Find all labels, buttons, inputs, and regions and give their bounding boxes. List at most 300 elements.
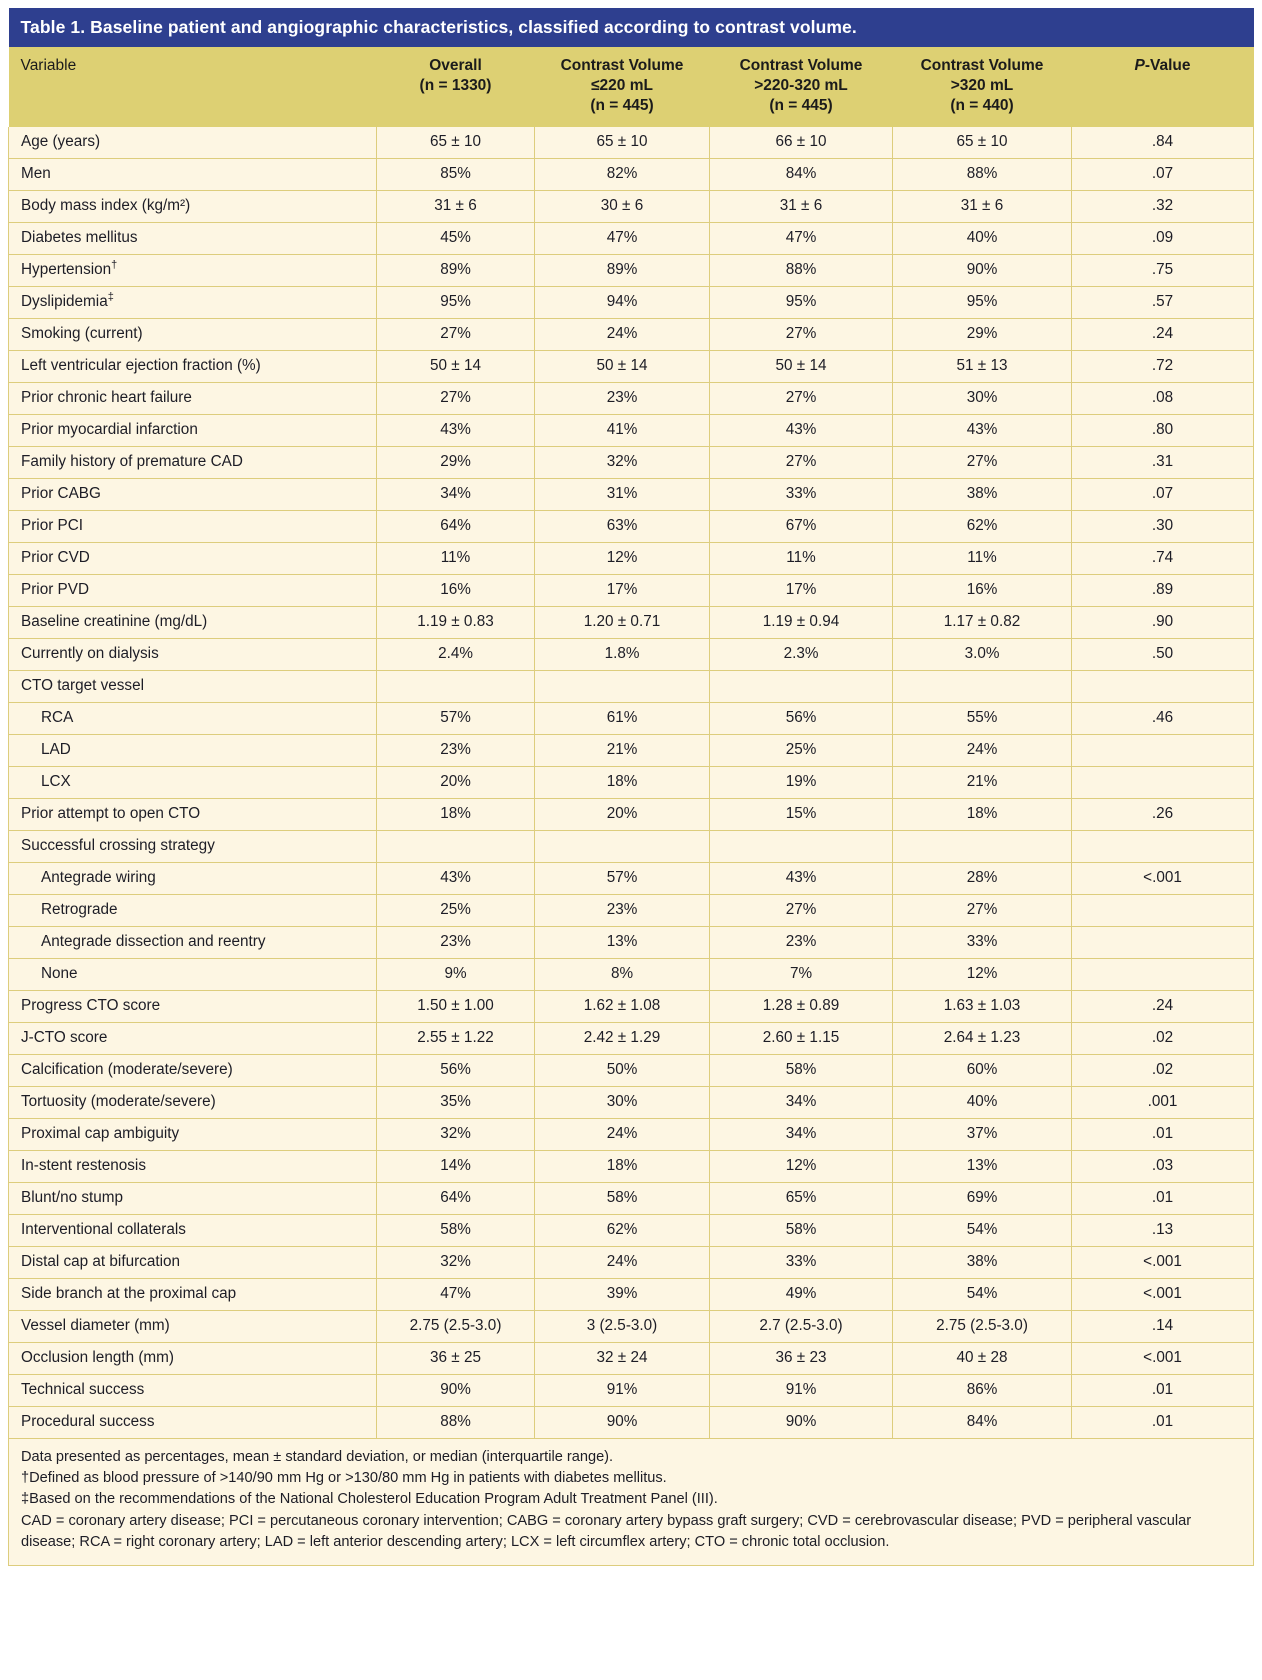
cell-p-value: .84 (1072, 127, 1254, 159)
cell-cv-gt320: 27% (893, 895, 1072, 927)
cell-p-value: .90 (1072, 607, 1254, 639)
table-row (9, 1023, 1254, 1055)
cell-p-value (1072, 735, 1254, 767)
row-label: Prior CVD (9, 543, 377, 575)
cell-cv-le220: 24% (535, 319, 710, 351)
cell-overall: 35% (377, 1087, 535, 1119)
row-label: Calcification (moderate/severe) (9, 1055, 377, 1087)
cell-cv-220-320: 2.3% (710, 639, 893, 671)
row-label: Progress CTO score (9, 991, 377, 1023)
cell-cv-le220: 82% (535, 159, 710, 191)
cell-cv-220-320: 43% (710, 415, 893, 447)
cell-cv-220-320: 11% (710, 543, 893, 575)
row-label: Tortuosity (moderate/severe) (9, 1087, 377, 1119)
row-label: Men (9, 159, 377, 191)
table-body (9, 127, 1254, 1439)
baseline-characteristics-table (8, 8, 1254, 1566)
cell-cv-le220: 20% (535, 799, 710, 831)
cell-overall: 1.19 ± 0.83 (377, 607, 535, 639)
row-label: LAD (9, 735, 377, 767)
row-label-text: Dyslipidemia (21, 293, 108, 311)
cell-cv-gt320: 54% (893, 1215, 1072, 1247)
cell-cv-220-320: 65% (710, 1183, 893, 1215)
row-label: Family history of premature CAD (9, 447, 377, 479)
table-row (9, 671, 1254, 703)
row-label-text: Hypertension (21, 261, 112, 279)
cell-p-value: .08 (1072, 383, 1254, 415)
row-label: Technical success (9, 1375, 377, 1407)
cell-overall: 25% (377, 895, 535, 927)
cell-cv-gt320: 11% (893, 543, 1072, 575)
column-header-overall (377, 47, 535, 126)
cell-cv-gt320: 33% (893, 927, 1072, 959)
cell-cv-gt320: 69% (893, 1183, 1072, 1215)
row-label: Side branch at the proximal cap (9, 1279, 377, 1311)
cell-p-value: .01 (1072, 1375, 1254, 1407)
cell-cv-le220: 30 ± 6 (535, 191, 710, 223)
cell-cv-le220: 24% (535, 1119, 710, 1151)
cell-cv-220-320: 25% (710, 735, 893, 767)
table-row (9, 575, 1254, 607)
table-row (9, 607, 1254, 639)
cell-overall: 65 ± 10 (377, 127, 535, 159)
cell-p-value: .001 (1072, 1087, 1254, 1119)
cell-cv-le220: 17% (535, 575, 710, 607)
cell-cv-gt320: 54% (893, 1279, 1072, 1311)
row-label: Proximal cap ambiguity (9, 1119, 377, 1151)
table-row (9, 1311, 1254, 1343)
table-row (9, 991, 1254, 1023)
column-header-cv-gt320-line3: (n = 440) (950, 96, 1014, 114)
row-label: Procedural success (9, 1407, 377, 1439)
table-row (9, 639, 1254, 671)
cell-cv-220-320: 2.60 ± 1.15 (710, 1023, 893, 1055)
footnote-marker: ‡ (107, 291, 114, 304)
cell-cv-gt320: 30% (893, 383, 1072, 415)
row-label: Successful crossing strategy (9, 831, 377, 863)
cell-cv-220-320: 34% (710, 1119, 893, 1151)
cell-cv-gt320: 90% (893, 255, 1072, 287)
cell-cv-le220: 32% (535, 447, 710, 479)
cell-p-value: .46 (1072, 703, 1254, 735)
table-row (9, 703, 1254, 735)
cell-cv-le220: 21% (535, 735, 710, 767)
cell-cv-220-320: 36 ± 23 (710, 1343, 893, 1375)
cell-overall: 9% (377, 959, 535, 991)
cell-cv-gt320: 40% (893, 223, 1072, 255)
cell-cv-le220: 32 ± 24 (535, 1343, 710, 1375)
cell-cv-220-320: 12% (710, 1151, 893, 1183)
cell-overall: 2.4% (377, 639, 535, 671)
cell-cv-le220: 1.62 ± 1.08 (535, 991, 710, 1023)
cell-cv-220-320: 58% (710, 1215, 893, 1247)
cell-cv-le220: 91% (535, 1375, 710, 1407)
cell-p-value: <.001 (1072, 863, 1254, 895)
cell-p-value: .50 (1072, 639, 1254, 671)
cell-cv-220-320: 56% (710, 703, 893, 735)
cell-p-value: .03 (1072, 1151, 1254, 1183)
cell-p-value (1072, 959, 1254, 991)
table-row (9, 511, 1254, 543)
footnote-abbreviations: CAD = coronary artery disease; PCI = percutaneous coronary intervention; CABG = coronary artery bypass graft surgery; CVD = cerebrovascular disease; PVD = peripheral vascular disease; RCA = right coronary artery; LAD = left anterior descending artery; LCX = left circumflex artery; CTO = chronic total occlusion. (21, 1512, 1192, 1550)
cell-overall: 31 ± 6 (377, 191, 535, 223)
cell-cv-220-320 (710, 831, 893, 863)
cell-p-value: .02 (1072, 1055, 1254, 1087)
column-header-cv-220-320 (710, 47, 893, 126)
cell-p-value (1072, 671, 1254, 703)
table-row (9, 863, 1254, 895)
cell-cv-gt320: 65 ± 10 (893, 127, 1072, 159)
cell-overall: 45% (377, 223, 535, 255)
cell-cv-le220: 94% (535, 287, 710, 319)
cell-p-value: .74 (1072, 543, 1254, 575)
cell-cv-gt320: 12% (893, 959, 1072, 991)
cell-cv-220-320 (710, 671, 893, 703)
cell-cv-gt320: 3.0% (893, 639, 1072, 671)
cell-cv-220-320: 2.7 (2.5-3.0) (710, 1311, 893, 1343)
cell-cv-le220: 50 ± 14 (535, 351, 710, 383)
cell-p-value: <.001 (1072, 1279, 1254, 1311)
cell-overall: 64% (377, 511, 535, 543)
cell-cv-220-320: 43% (710, 863, 893, 895)
row-label: Baseline creatinine (mg/dL) (9, 607, 377, 639)
cell-p-value (1072, 927, 1254, 959)
cell-cv-gt320: 2.64 ± 1.23 (893, 1023, 1072, 1055)
cell-cv-le220: 30% (535, 1087, 710, 1119)
cell-p-value: .57 (1072, 287, 1254, 319)
row-label: Currently on dialysis (9, 639, 377, 671)
cell-cv-220-320: 95% (710, 287, 893, 319)
table-row (9, 735, 1254, 767)
column-header-cv-gt320-line2: >320 mL (950, 76, 1014, 94)
cell-cv-220-320: 34% (710, 1087, 893, 1119)
cell-cv-gt320: 55% (893, 703, 1072, 735)
cell-cv-le220: 23% (535, 895, 710, 927)
column-header-cv-220-320-line1: Contrast Volume (739, 57, 863, 75)
cell-p-value: .31 (1072, 447, 1254, 479)
cell-cv-le220: 24% (535, 1247, 710, 1279)
row-label: LCX (9, 767, 377, 799)
cell-cv-gt320: 95% (893, 287, 1072, 319)
cell-cv-220-320: 50 ± 14 (710, 351, 893, 383)
cell-cv-gt320: 40 ± 28 (893, 1343, 1072, 1375)
cell-cv-gt320: 43% (893, 415, 1072, 447)
table-title-bar (9, 8, 1254, 47)
table-row (9, 767, 1254, 799)
column-header-cv-220-320-line3: (n = 445) (769, 96, 833, 114)
cell-cv-le220: 18% (535, 1151, 710, 1183)
cell-cv-220-320: 90% (710, 1407, 893, 1439)
cell-cv-gt320 (893, 831, 1072, 863)
cell-cv-gt320: 27% (893, 447, 1072, 479)
row-label: Prior attempt to open CTO (9, 799, 377, 831)
row-label: Retrograde (9, 895, 377, 927)
cell-overall: 58% (377, 1215, 535, 1247)
cell-cv-le220: 23% (535, 383, 710, 415)
cell-overall: 14% (377, 1151, 535, 1183)
table-row (9, 287, 1254, 319)
column-header-cv-le220 (535, 47, 710, 126)
cell-cv-le220: 3 (2.5-3.0) (535, 1311, 710, 1343)
cell-overall (377, 831, 535, 863)
cell-cv-220-320: 49% (710, 1279, 893, 1311)
cell-cv-220-320: 15% (710, 799, 893, 831)
cell-p-value (1072, 831, 1254, 863)
cell-p-value (1072, 767, 1254, 799)
cell-overall: 20% (377, 767, 535, 799)
row-label (9, 287, 377, 319)
cell-overall: 57% (377, 703, 535, 735)
cell-p-value: .75 (1072, 255, 1254, 287)
cell-cv-le220: 63% (535, 511, 710, 543)
cell-cv-220-320: 31 ± 6 (710, 191, 893, 223)
cell-p-value: .24 (1072, 319, 1254, 351)
cell-p-value (1072, 895, 1254, 927)
row-label: Antegrade wiring (9, 863, 377, 895)
cell-overall: 23% (377, 735, 535, 767)
table-row (9, 415, 1254, 447)
row-label: Vessel diameter (mm) (9, 1311, 377, 1343)
cell-overall: 18% (377, 799, 535, 831)
cell-overall: 2.75 (2.5-3.0) (377, 1311, 535, 1343)
cell-cv-220-320: 84% (710, 159, 893, 191)
cell-overall: 36 ± 25 (377, 1343, 535, 1375)
column-header-p-value: P-Value (1072, 47, 1254, 126)
row-label: Interventional collaterals (9, 1215, 377, 1247)
cell-cv-gt320: 21% (893, 767, 1072, 799)
table-foot (9, 1439, 1254, 1566)
cell-cv-le220 (535, 671, 710, 703)
cell-overall: 50 ± 14 (377, 351, 535, 383)
column-header-overall-line2: (n = 1330) (419, 76, 492, 94)
table-row (9, 479, 1254, 511)
cell-cv-220-320: 27% (710, 447, 893, 479)
row-label: Blunt/no stump (9, 1183, 377, 1215)
table-row (9, 1247, 1254, 1279)
table-row (9, 383, 1254, 415)
cell-cv-220-320: 27% (710, 895, 893, 927)
cell-cv-220-320: 27% (710, 383, 893, 415)
footnote-data-presented: Data presented as percentages, mean ± standard deviation, or median (interquartile range). (21, 1449, 614, 1466)
cell-cv-gt320: 1.63 ± 1.03 (893, 991, 1072, 1023)
cell-cv-220-320: 33% (710, 1247, 893, 1279)
column-header-cv-gt320 (893, 47, 1072, 126)
cell-cv-le220: 13% (535, 927, 710, 959)
table-row (9, 959, 1254, 991)
footnotes-cell (9, 1439, 1254, 1566)
cell-cv-gt320: 2.75 (2.5-3.0) (893, 1311, 1072, 1343)
cell-cv-le220: 61% (535, 703, 710, 735)
row-label: RCA (9, 703, 377, 735)
cell-overall: 47% (377, 1279, 535, 1311)
cell-p-value: <.001 (1072, 1343, 1254, 1375)
cell-cv-gt320: 40% (893, 1087, 1072, 1119)
row-label (9, 255, 377, 287)
table-row (9, 1055, 1254, 1087)
column-header-row (9, 47, 1254, 126)
cell-cv-220-320: 1.28 ± 0.89 (710, 991, 893, 1023)
cell-overall: 56% (377, 1055, 535, 1087)
table-row (9, 351, 1254, 383)
cell-cv-gt320: 86% (893, 1375, 1072, 1407)
cell-cv-220-320: 19% (710, 767, 893, 799)
table-row (9, 1215, 1254, 1247)
cell-p-value: .13 (1072, 1215, 1254, 1247)
table-row (9, 191, 1254, 223)
table-row (9, 1375, 1254, 1407)
cell-cv-gt320: 38% (893, 479, 1072, 511)
cell-overall: 27% (377, 319, 535, 351)
cell-overall: 29% (377, 447, 535, 479)
cell-overall: 85% (377, 159, 535, 191)
cell-cv-220-320: 66 ± 10 (710, 127, 893, 159)
cell-cv-le220: 58% (535, 1183, 710, 1215)
cell-p-value: <.001 (1072, 1247, 1254, 1279)
cell-cv-le220: 1.20 ± 0.71 (535, 607, 710, 639)
cell-overall: 11% (377, 543, 535, 575)
column-header-cv-le220-line1: Contrast Volume (560, 57, 684, 75)
table-row (9, 927, 1254, 959)
cell-cv-le220: 89% (535, 255, 710, 287)
table-row (9, 255, 1254, 287)
cell-cv-220-320: 91% (710, 1375, 893, 1407)
column-header-cv-le220-line2: ≤220 mL (591, 76, 653, 94)
table-title: Table 1. Baseline patient and angiographic characteristics, classified according to contrast volume. (9, 8, 1254, 47)
cell-p-value: .30 (1072, 511, 1254, 543)
cell-p-value: .09 (1072, 223, 1254, 255)
cell-cv-le220: 41% (535, 415, 710, 447)
cell-cv-gt320: 51 ± 13 (893, 351, 1072, 383)
cell-overall: 64% (377, 1183, 535, 1215)
row-label: Occlusion length (mm) (9, 1343, 377, 1375)
cell-p-value: .80 (1072, 415, 1254, 447)
cell-cv-le220: 57% (535, 863, 710, 895)
table-row (9, 1343, 1254, 1375)
cell-p-value: .01 (1072, 1407, 1254, 1439)
row-label: Prior PVD (9, 575, 377, 607)
table-row (9, 319, 1254, 351)
row-label: Smoking (current) (9, 319, 377, 351)
cell-cv-220-320: 23% (710, 927, 893, 959)
cell-cv-le220: 62% (535, 1215, 710, 1247)
column-header-overall-line1: Overall (429, 57, 482, 75)
cell-p-value: .07 (1072, 479, 1254, 511)
footnote-double-dagger: ‡Based on the recommendations of the National Cholesterol Education Program Adult Treatment Panel (III). (21, 1491, 718, 1508)
cell-cv-gt320: 37% (893, 1119, 1072, 1151)
row-label: Left ventricular ejection fraction (%) (9, 351, 377, 383)
cell-cv-gt320: 60% (893, 1055, 1072, 1087)
cell-cv-le220 (535, 831, 710, 863)
column-header-cv-gt320-line1: Contrast Volume (920, 57, 1044, 75)
cell-p-value: .89 (1072, 575, 1254, 607)
cell-cv-220-320: 33% (710, 479, 893, 511)
cell-overall: 88% (377, 1407, 535, 1439)
table-row (9, 1087, 1254, 1119)
cell-cv-le220: 8% (535, 959, 710, 991)
cell-p-value: .32 (1072, 191, 1254, 223)
cell-overall: 43% (377, 863, 535, 895)
cell-p-value: .26 (1072, 799, 1254, 831)
cell-p-value: .02 (1072, 1023, 1254, 1055)
cell-cv-220-320: 88% (710, 255, 893, 287)
cell-overall: 95% (377, 287, 535, 319)
cell-cv-gt320: 1.17 ± 0.82 (893, 607, 1072, 639)
row-label: CTO target vessel (9, 671, 377, 703)
cell-cv-gt320: 28% (893, 863, 1072, 895)
cell-overall: 90% (377, 1375, 535, 1407)
row-label: J-CTO score (9, 1023, 377, 1055)
table-row (9, 447, 1254, 479)
cell-overall: 34% (377, 479, 535, 511)
cell-cv-gt320: 13% (893, 1151, 1072, 1183)
cell-overall: 89% (377, 255, 535, 287)
table-row (9, 1407, 1254, 1439)
cell-cv-220-320: 58% (710, 1055, 893, 1087)
cell-p-value: .01 (1072, 1183, 1254, 1215)
cell-cv-gt320: 29% (893, 319, 1072, 351)
cell-cv-gt320: 62% (893, 511, 1072, 543)
table-row (9, 1119, 1254, 1151)
cell-cv-gt320: 88% (893, 159, 1072, 191)
table-row (9, 127, 1254, 159)
cell-overall: 27% (377, 383, 535, 415)
cell-cv-220-320: 7% (710, 959, 893, 991)
cell-cv-le220: 90% (535, 1407, 710, 1439)
cell-overall: 43% (377, 415, 535, 447)
table-row (9, 223, 1254, 255)
row-label: Prior myocardial infarction (9, 415, 377, 447)
footnotes-row (9, 1439, 1254, 1566)
cell-cv-gt320: 16% (893, 575, 1072, 607)
row-label: Antegrade dissection and reentry (9, 927, 377, 959)
row-label: Diabetes mellitus (9, 223, 377, 255)
row-label: None (9, 959, 377, 991)
table-row (9, 831, 1254, 863)
cell-cv-220-320: 27% (710, 319, 893, 351)
row-label: Prior chronic heart failure (9, 383, 377, 415)
cell-p-value: .24 (1072, 991, 1254, 1023)
column-header-variable: Variable (9, 47, 377, 126)
table-row (9, 159, 1254, 191)
cell-cv-le220: 31% (535, 479, 710, 511)
cell-cv-le220: 47% (535, 223, 710, 255)
row-label: Prior CABG (9, 479, 377, 511)
table-row (9, 1151, 1254, 1183)
cell-cv-220-320: 1.19 ± 0.94 (710, 607, 893, 639)
row-label: Body mass index (kg/m²) (9, 191, 377, 223)
cell-cv-gt320: 24% (893, 735, 1072, 767)
cell-cv-220-320: 67% (710, 511, 893, 543)
cell-cv-le220: 65 ± 10 (535, 127, 710, 159)
cell-overall: 32% (377, 1119, 535, 1151)
cell-p-value: .01 (1072, 1119, 1254, 1151)
row-label: Distal cap at bifurcation (9, 1247, 377, 1279)
cell-cv-gt320: 38% (893, 1247, 1072, 1279)
column-header-cv-220-320-line2: >220-320 mL (754, 76, 848, 94)
column-header-cv-le220-line3: (n = 445) (590, 96, 654, 114)
cell-overall: 23% (377, 927, 535, 959)
cell-overall: 16% (377, 575, 535, 607)
cell-cv-gt320: 31 ± 6 (893, 191, 1072, 223)
cell-overall: 1.50 ± 1.00 (377, 991, 535, 1023)
cell-cv-le220: 12% (535, 543, 710, 575)
table-row (9, 1183, 1254, 1215)
cell-cv-220-320: 17% (710, 575, 893, 607)
cell-p-value: .14 (1072, 1311, 1254, 1343)
row-label: In-stent restenosis (9, 1151, 377, 1183)
cell-p-value: .72 (1072, 351, 1254, 383)
table-row (9, 1279, 1254, 1311)
